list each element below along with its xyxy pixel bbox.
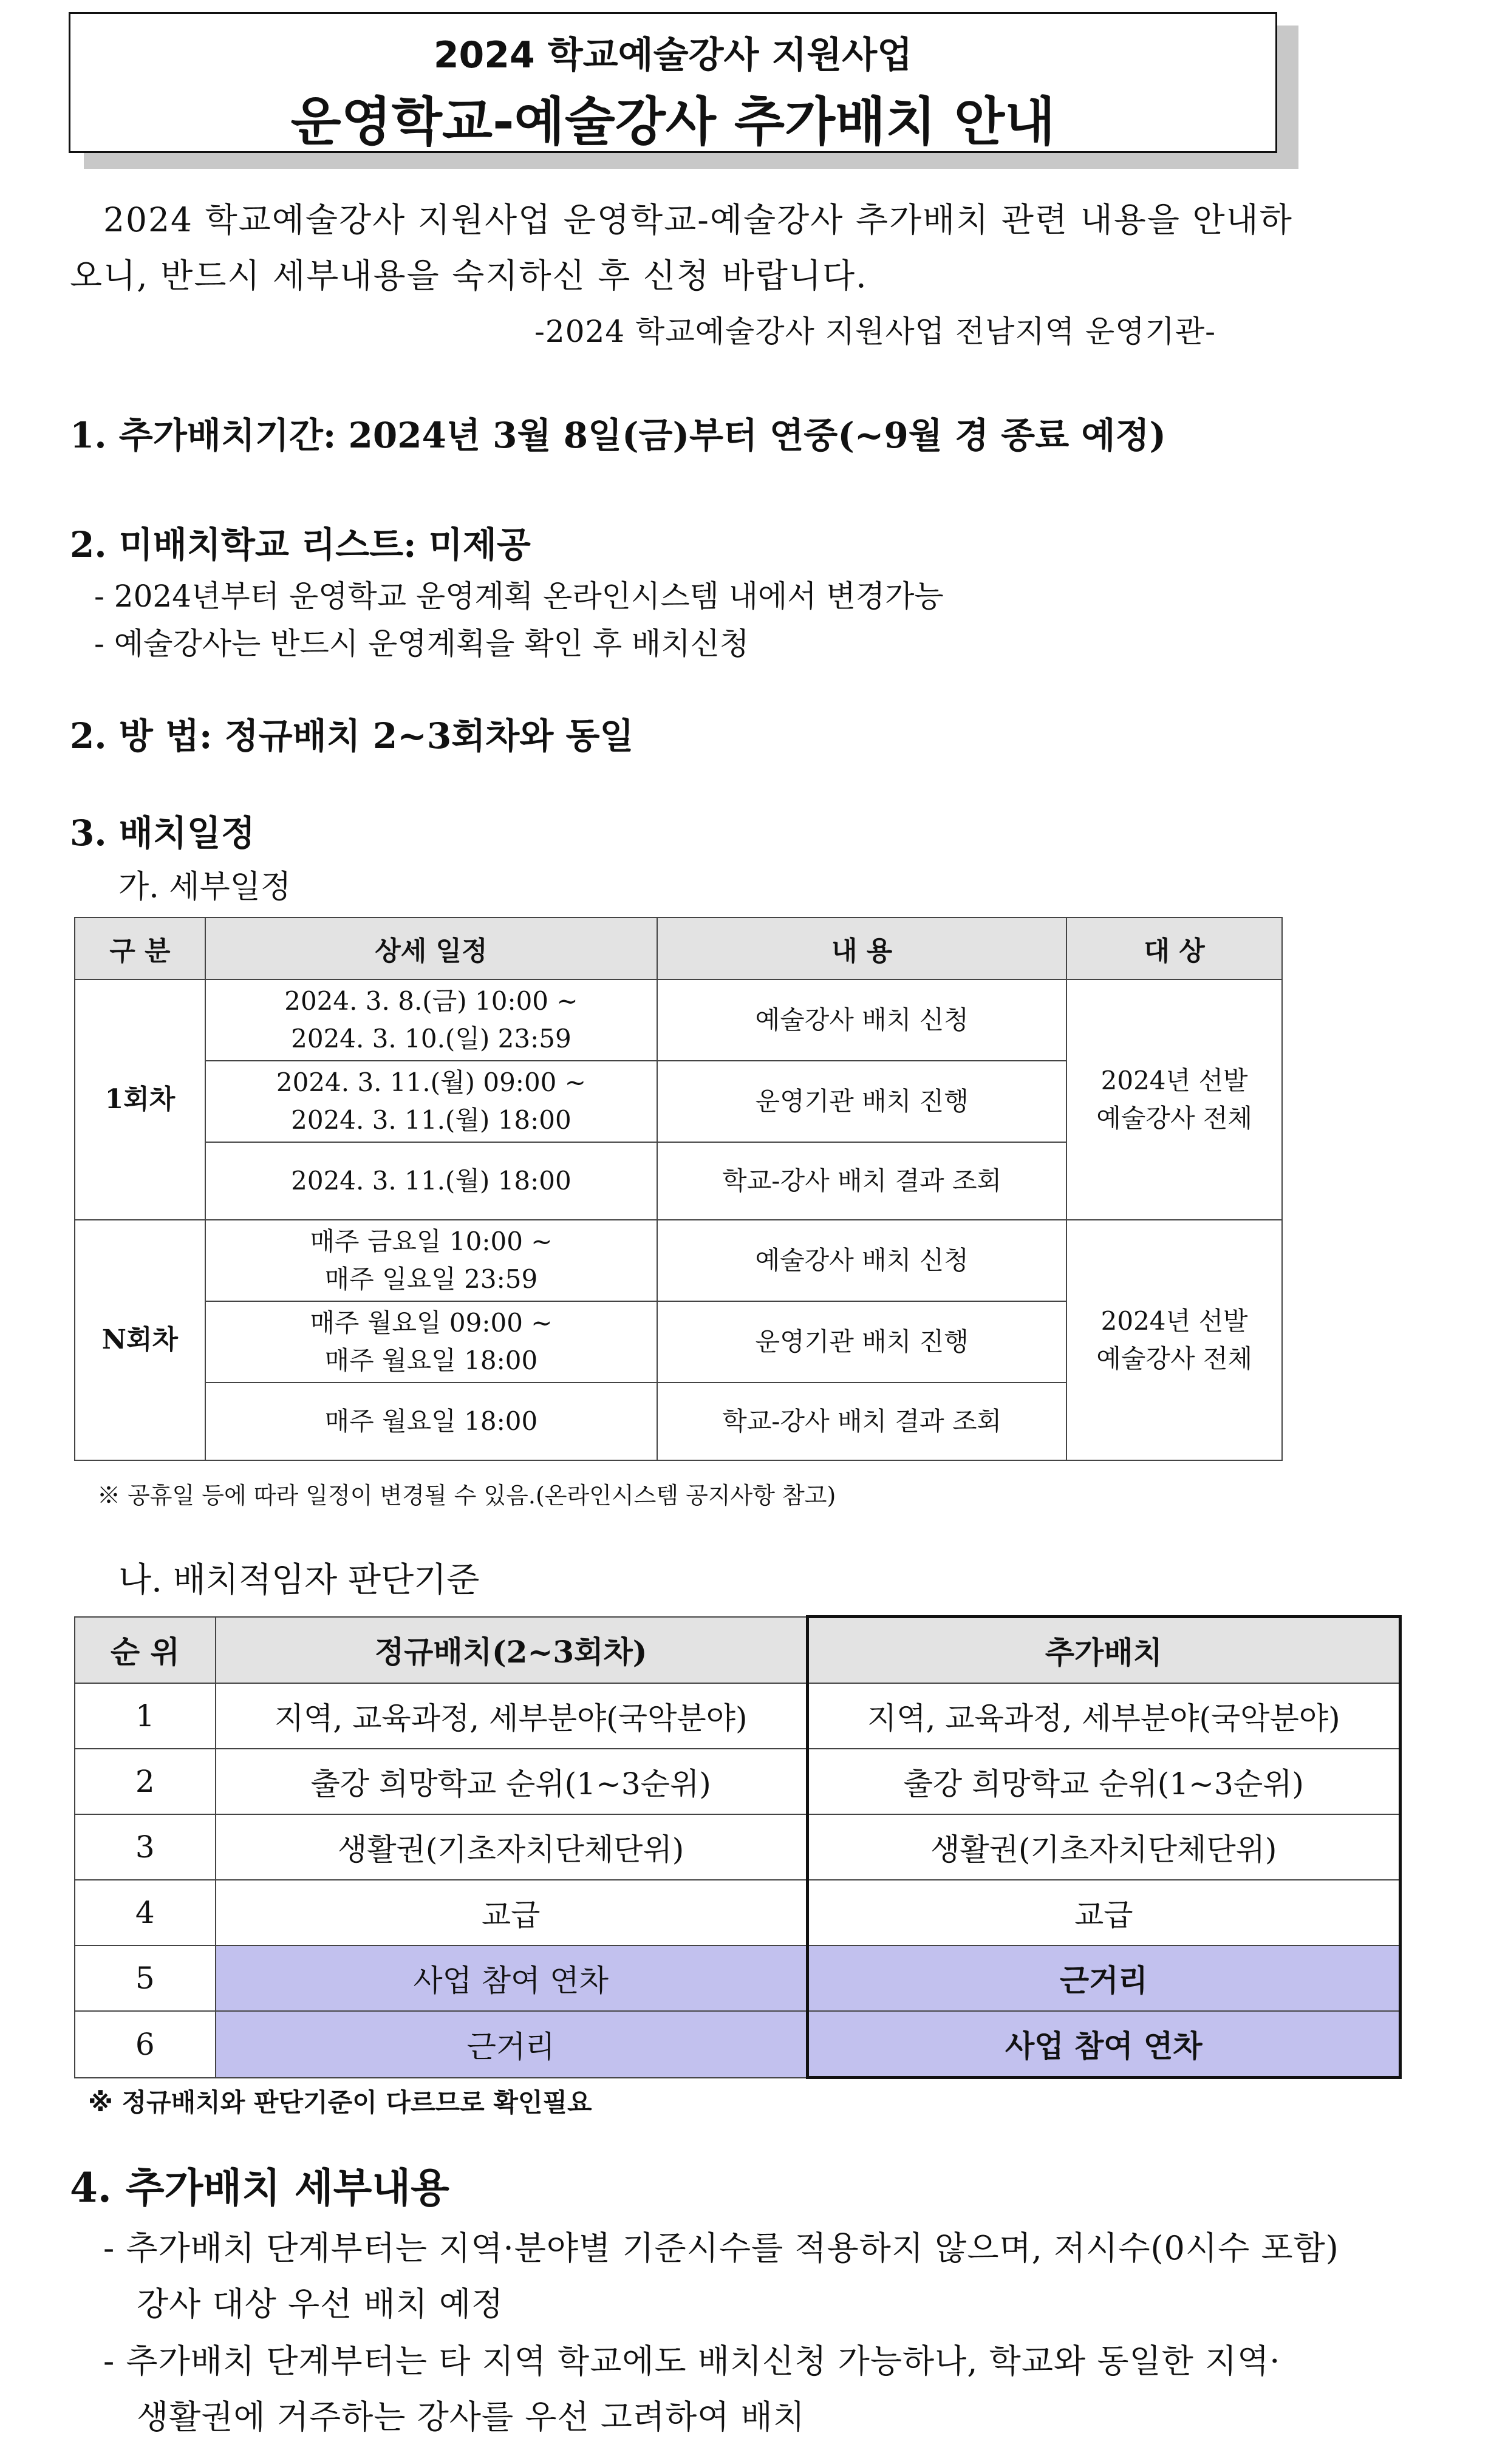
criteria-additional: 출강 희망학교 순위(1~3순위) [807,1749,1400,1814]
criteria-rank: 1 [75,1683,216,1749]
criteria-rank: 5 [75,1945,216,2011]
intro-line-1: 2024 학교예술강사 지원사업 운영학교-예술강사 추가배치 관련 내용을 안내하 [103,200,1293,239]
table-row [75,1945,1401,2011]
criteria-additional: 교급 [807,1880,1400,1945]
schedule-header-row [75,917,1282,979]
schedule-date: 매주 금요일 10:00 ~ 매주 일요일 23:59 [205,1220,657,1301]
table-row [75,1880,1401,1945]
schedule-date: 매주 월요일 09:00 ~ 매주 월요일 18:00 [205,1301,657,1383]
schedule-date: 2024. 3. 11.(월) 09:00 ~ 2024. 3. 11.(월) 18:00 [205,1061,657,1142]
criteria-rank: 6 [75,2011,216,2078]
section-2-bullet-1: - 2024년부터 운영학교 운영계획 온라인시스템 내에서 변경가능 [94,579,944,614]
schedule-header-date: 상세 일정 [205,917,657,979]
criteria-note: ※ 정규배치와 판단기준이 다르므로 확인필요 [88,2088,592,2117]
table-row [75,2011,1401,2078]
criteria-regular: 생활권(기초자치단체단위) [216,1814,807,1880]
section-2-heading: 2. 미배치학교 리스트: 미제공 [70,524,531,565]
criteria-regular: 지역, 교육과정, 세부분야(국악분야) [216,1683,807,1749]
criteria-additional: 지역, 교육과정, 세부분야(국악분야) [807,1683,1400,1749]
schedule-round-1: 1회차 [75,979,205,1220]
schedule-header-target: 대 상 [1066,917,1282,979]
criteria-header-additional: 추가배치 [807,1617,1400,1684]
schedule-note: ※ 공휴일 등에 따라 일정이 변경될 수 있음.(온라인시스템 공지사항 참고) [97,1482,836,1509]
criteria-rank: 4 [75,1880,216,1945]
schedule-date: 2024. 3. 11.(월) 18:00 [205,1142,657,1220]
table-row [75,1220,1282,1301]
schedule-table [74,917,1283,1461]
schedule-target: 2024년 선발 예술강사 전체 [1066,1220,1282,1460]
criteria-additional: 생활권(기초자치단체단위) [807,1814,1400,1880]
title-box [69,12,1277,153]
section-4-bullet-2-line-2: 생활권에 거주하는 강사를 우선 고려하여 배치 [137,2398,805,2436]
schedule-header-content: 내 용 [657,917,1066,979]
table-row [75,979,1282,1061]
section-4-bullet-2-line-1: - 추가배치 단계부터는 타 지역 학교에도 배치신청 가능하나, 학교와 동일한 지역· [103,2342,1281,2380]
section-2-bullet-2: - 예술강사는 반드시 운영계획을 확인 후 배치신청 [94,626,749,661]
section-4-bullet-1-line-2: 강사 대상 우선 배치 예정 [137,2285,504,2323]
criteria-header-rank: 순 위 [75,1617,216,1684]
schedule-date: 2024. 3. 8.(금) 10:00 ~ 2024. 3. 10.(일) 23:59 [205,979,657,1061]
section-3-sub-b: 나. 배치적임자 판단기준 [118,1560,480,1600]
criteria-rank: 3 [75,1814,216,1880]
criteria-rank: 2 [75,1749,216,1814]
table-row [75,1814,1401,1880]
criteria-regular-highlighted: 사업 참여 연차 [216,1945,807,2011]
section-3-heading: 3. 배치일정 [70,812,255,854]
section-1-period: 1. 추가배치기간: 2024년 3월 8일(금)부터 연중(~9월 경 종료 예정) [70,415,1166,456]
schedule-content: 예술강사 배치 신청 [657,979,1066,1061]
schedule-date: 매주 월요일 18:00 [205,1383,657,1460]
criteria-regular: 출강 희망학교 순위(1~3순위) [216,1749,807,1814]
criteria-additional-highlighted: 사업 참여 연차 [807,2011,1400,2078]
section-4-bullet-1-line-1: - 추가배치 단계부터는 지역·분야별 기준시수를 적용하지 않으며, 저시수(0시수 포함) [103,2229,1339,2267]
schedule-content: 운영기관 배치 진행 [657,1301,1066,1383]
schedule-content: 운영기관 배치 진행 [657,1061,1066,1142]
criteria-additional-highlighted: 근거리 [807,1945,1400,2011]
criteria-regular: 교급 [216,1880,807,1945]
schedule-content: 학교-강사 배치 결과 조회 [657,1383,1066,1460]
criteria-table [74,1615,1402,2079]
intro-signature: -2024 학교예술강사 지원사업 전남지역 운영기관- [534,314,1216,349]
title-line-1: 2024 학교예술강사 지원사업 [433,34,913,77]
schedule-target: 2024년 선발 예술강사 전체 [1066,979,1282,1220]
section-4-heading: 4. 추가배치 세부내용 [70,2164,449,2211]
criteria-header-row [75,1617,1401,1684]
criteria-regular-highlighted: 근거리 [216,2011,807,2078]
criteria-header-regular: 정규배치(2~3회차) [216,1617,807,1684]
section-3-sub-a: 가. 세부일정 [118,869,292,905]
title-line-2: 운영학교-예술강사 추가배치 안내 [290,92,1056,152]
table-row [75,1749,1401,1814]
schedule-content: 학교-강사 배치 결과 조회 [657,1142,1066,1220]
table-row [75,1683,1401,1749]
schedule-content: 예술강사 배치 신청 [657,1220,1066,1301]
intro-line-2: 오니, 반드시 세부내용을 숙지하신 후 신청 바랍니다. [70,256,868,295]
schedule-round-n: N회차 [75,1220,205,1460]
schedule-header-division: 구 분 [75,917,205,979]
section-2-method: 2. 방 법: 정규배치 2~3회차와 동일 [70,715,634,757]
